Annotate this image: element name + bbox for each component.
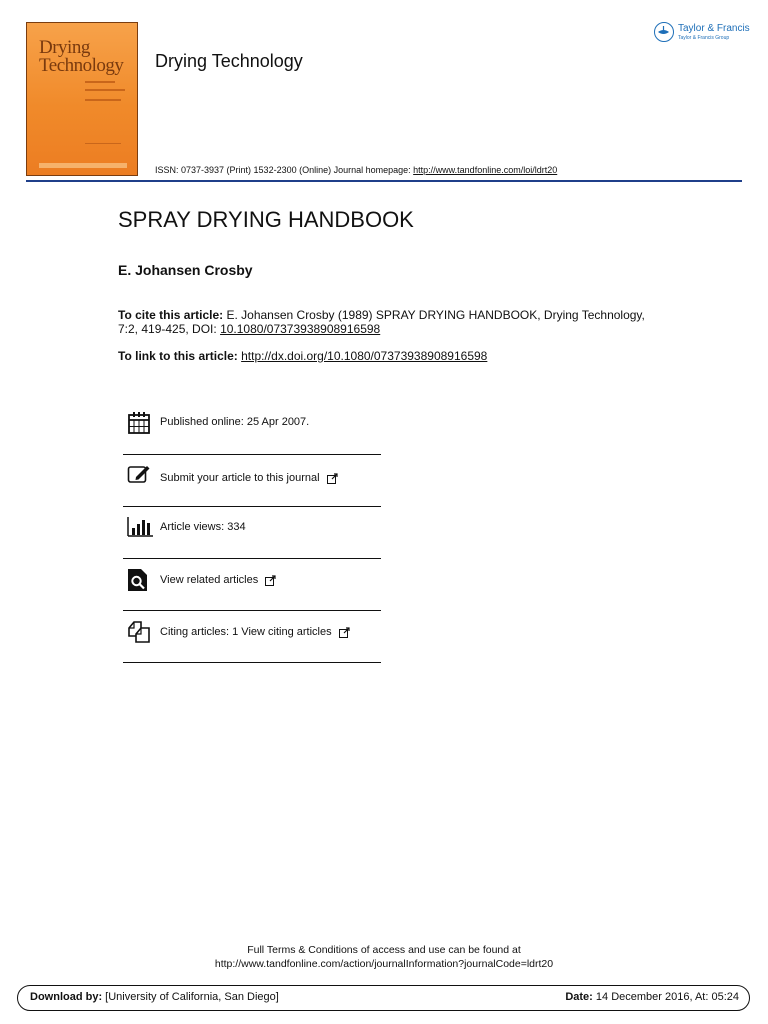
citing-documents-icon bbox=[127, 620, 151, 644]
citing-articles-text[interactable] bbox=[160, 626, 350, 638]
journal-homepage-link[interactable]: http://www.tandfonline.com/loi/ldrt20 bbox=[413, 165, 558, 175]
related-articles-item[interactable] bbox=[123, 559, 381, 611]
terms-line-1: Full Terms & Conditions of access and use can be found at bbox=[247, 944, 521, 956]
article-author[interactable]: E. Johansen Crosby bbox=[118, 262, 253, 278]
article-views-text: Article views: 334 bbox=[160, 521, 246, 533]
terms-notice bbox=[0, 943, 768, 971]
download-info-bar bbox=[17, 985, 750, 1011]
published-online-item bbox=[123, 398, 381, 455]
cover-decor-line bbox=[85, 143, 121, 144]
link-label: To link to this article: bbox=[118, 349, 242, 363]
article-url-link[interactable]: http://dx.doi.org/10.1080/07373938908916598 bbox=[241, 349, 488, 363]
download-label: Download by: bbox=[30, 991, 103, 1003]
external-link-icon bbox=[339, 627, 350, 638]
submit-article-text[interactable] bbox=[160, 472, 338, 484]
cover-title-line1: Drying bbox=[39, 37, 90, 58]
header-divider bbox=[26, 180, 742, 182]
terms-url[interactable]: http://www.tandfonline.com/action/journalInformation?journalCode=ldrt20 bbox=[214, 958, 554, 970]
bar-chart-icon bbox=[127, 516, 151, 540]
search-document-icon bbox=[127, 568, 151, 592]
publisher-subtitle: Taylor & Francis Group bbox=[678, 35, 730, 41]
article-info-list bbox=[123, 398, 381, 663]
issn-text: ISSN: 0737-3937 (Print) 1532-2300 (Online) Journal homepage: bbox=[155, 165, 414, 175]
submit-article-item[interactable] bbox=[123, 455, 381, 507]
submit-article-label: Submit your article to this journal bbox=[160, 472, 320, 484]
date-label: Date: bbox=[565, 991, 593, 1003]
cover-decor-line bbox=[85, 99, 121, 101]
cover-title-line2: Technology bbox=[39, 55, 124, 76]
article-title: SPRAY DRYING HANDBOOK bbox=[118, 207, 414, 232]
calendar-icon bbox=[127, 411, 151, 435]
download-by bbox=[30, 991, 279, 1003]
doi-link[interactable]: 10.1080/07373938908916598 bbox=[220, 322, 381, 336]
published-online-text: Published online: 25 Apr 2007. bbox=[160, 416, 310, 428]
journal-cover-image bbox=[26, 22, 138, 176]
related-articles-label: View related articles bbox=[160, 574, 259, 586]
citing-articles-item[interactable] bbox=[123, 611, 381, 663]
edit-icon bbox=[127, 463, 151, 487]
external-link-icon bbox=[327, 473, 338, 484]
publisher-name: Taylor & Francis bbox=[678, 23, 750, 34]
citing-articles-label: Citing articles: 1 View citing articles bbox=[160, 626, 332, 638]
cover-title bbox=[39, 39, 123, 75]
taylor-francis-logo-icon bbox=[654, 22, 674, 42]
download-value: [University of California, San Diego] bbox=[102, 991, 279, 1003]
journal-title[interactable]: Drying Technology bbox=[155, 51, 303, 71]
cite-text: E. Johansen Crosby (1989) SPRAY DRYING HANDBOOK, Drying Technology, 7:2, 419-425, DOI: bbox=[118, 308, 645, 336]
issn-line bbox=[155, 165, 557, 175]
date-value: 14 December 2016, At: 05:24 bbox=[592, 991, 739, 1003]
download-date bbox=[565, 991, 739, 1003]
cover-decor-line bbox=[85, 81, 115, 83]
related-articles-text[interactable] bbox=[160, 574, 276, 586]
article-views-item bbox=[123, 507, 381, 559]
citation-block bbox=[118, 308, 658, 336]
publisher-logo[interactable] bbox=[654, 22, 754, 46]
cover-decor-stripe bbox=[39, 163, 127, 168]
external-link-icon bbox=[265, 575, 276, 586]
cite-label: To cite this article: bbox=[118, 308, 224, 322]
article-link-line bbox=[118, 349, 487, 363]
cover-decor-line bbox=[85, 89, 125, 91]
